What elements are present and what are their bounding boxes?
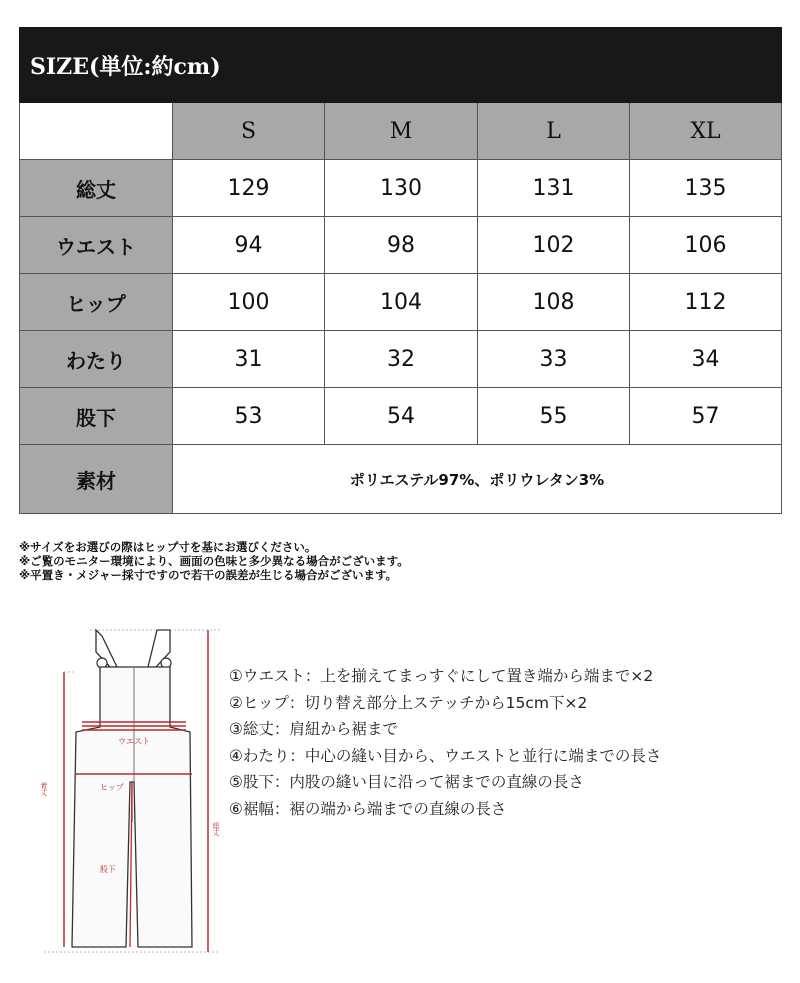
cell-value: 102 — [478, 217, 630, 274]
size-header-s: S — [173, 103, 325, 160]
row-label: わたり — [20, 331, 173, 388]
size-header-m: M — [325, 103, 478, 160]
cell-value: 112 — [630, 274, 782, 331]
table-row-inseam — [20, 388, 782, 445]
table-row-thigh — [20, 331, 782, 388]
cell-value: 106 — [630, 217, 782, 274]
legend-item: ⑤股下：内股の縫い目に沿って裾までの直線の長さ — [229, 773, 584, 791]
cell-value: 98 — [325, 217, 478, 274]
row-label: ヒップ — [20, 274, 173, 331]
diagram-right-length-label: 総丈 — [212, 822, 220, 836]
overalls-diagram — [30, 622, 230, 962]
cell-value: 57 — [630, 388, 782, 445]
cell-value: 135 — [630, 160, 782, 217]
table-row-hip — [20, 274, 782, 331]
diagram-inseam-label: 股下 — [100, 865, 116, 874]
cell-value: 34 — [630, 331, 782, 388]
material-label: 素材 — [20, 445, 173, 514]
table-row-waist — [20, 217, 782, 274]
legend-item: ①ウエスト：上を揃えてまっすぐにして置き端から端まで×2 — [229, 667, 654, 685]
overalls-illustration — [30, 622, 230, 962]
cell-value: 94 — [173, 217, 325, 274]
size-table — [19, 27, 782, 514]
table-title-blank — [630, 28, 782, 103]
size-header-l: L — [478, 103, 630, 160]
diagram-left-length-label: 着丈 — [40, 782, 48, 796]
cell-value: 108 — [478, 274, 630, 331]
row-label: 股下 — [20, 388, 173, 445]
table-title: SIZE(単位:約cm) — [20, 28, 630, 103]
cell-value: 130 — [325, 160, 478, 217]
cell-value: 55 — [478, 388, 630, 445]
cell-value: 33 — [478, 331, 630, 388]
cell-value: 53 — [173, 388, 325, 445]
table-row-total-length — [20, 160, 782, 217]
cell-value: 129 — [173, 160, 325, 217]
diagram-waist-label: ウエスト — [118, 737, 150, 746]
table-row-material — [20, 445, 782, 514]
note-line: ※サイズをお選びの際はヒップ寸を基にお選びください。 — [19, 540, 317, 554]
cell-value: 100 — [173, 274, 325, 331]
note-line: ※平置き・メジャー採寸ですので若干の誤差が生じる場合がございます。 — [19, 568, 398, 582]
table-title-row — [20, 28, 782, 103]
row-label: ウエスト — [20, 217, 173, 274]
material-value: ポリエステル97%、ポリウレタン3% — [173, 445, 782, 514]
cell-value: 131 — [478, 160, 630, 217]
legend-item: ⑥裾幅：裾の端から端までの直線の長さ — [229, 799, 507, 818]
row-label: 総丈 — [20, 160, 173, 217]
legend-item: ④わたり：中心の縫い目から、ウエストと並行に端までの長さ — [229, 746, 662, 765]
legend-item: ③総丈：肩紐から裾まで — [229, 720, 398, 738]
size-header-xl: XL — [630, 103, 782, 160]
cell-value: 104 — [325, 274, 478, 331]
note-line: ※ご覧のモニター環境により、画面の色味と多少異なる場合がございます。 — [19, 554, 409, 568]
diagram-hip-label: ヒップ — [100, 783, 124, 792]
size-header-row — [20, 103, 782, 160]
cell-value: 32 — [325, 331, 478, 388]
notes — [19, 540, 409, 582]
measurement-legend — [229, 663, 661, 822]
legend-item: ②ヒップ：切り替え部分上ステッチから15cm下×2 — [229, 693, 588, 712]
cell-value: 31 — [173, 331, 325, 388]
corner-cell — [20, 103, 173, 160]
cell-value: 54 — [325, 388, 478, 445]
